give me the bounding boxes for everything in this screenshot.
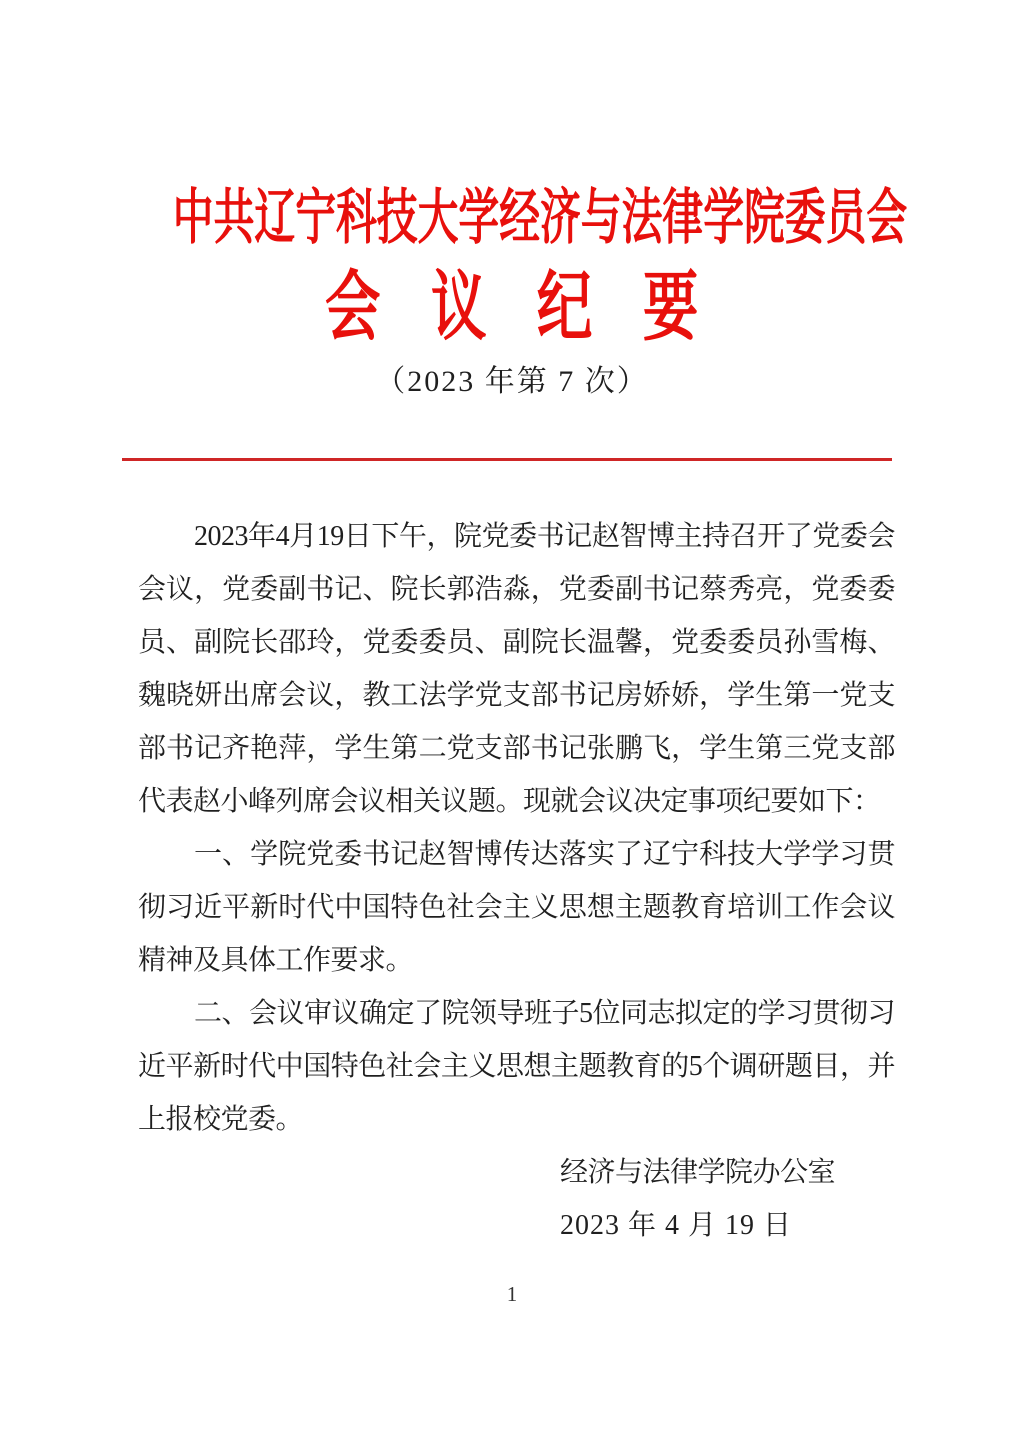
paragraph-item-1: 一、学院党委书记赵智博传达落实了辽宁科技大学学习贯彻习近平新时代中国特色社会主义思想主题教育培训工作会议精神及具体工作要求。 <box>138 839 895 976</box>
letterhead-org-title <box>0 178 1024 258</box>
session-number-label: （2023 年第 7 次） <box>375 365 649 398</box>
letterhead-divider-rule <box>122 458 892 461</box>
paragraph-item-2: 二、会议审议确定了院领导班子5位同志拟定的学习贯彻习近平新时代中国特色社会主义思想主题教育的5个调研题目，并上报校党委。 <box>138 998 896 1135</box>
signature-office: 经济与法律学院办公室 <box>559 1157 835 1188</box>
page-number: 1 <box>506 1282 518 1306</box>
document-title-text: 会 议 纪 要 <box>325 265 717 350</box>
letterhead-org-title-text: 中共辽宁科技大学经济与法律学院委员会 <box>172 184 908 251</box>
paragraph-intro: 2023年4月19日下午，院党委书记赵智博主持召开了党委会会议，党委副书记、院长郭浩淼，党委副书记蔡秀亮，党委委员、副院长邵玲，党委委员、副院长温馨，党委委员孙雪梅、魏晓妍出席会议，教工法学党支部书记房娇娇，学生第一党支部书记齐艳萍，学生第二党支部书记张鹏飞，学生第三党支部代表赵小峰列席会议相关议题。现就会议决定事项纪要如下： <box>138 521 895 817</box>
document-title <box>0 262 1024 354</box>
document-body <box>138 510 895 1252</box>
signature-date: 2023 年 4 月 19 日 <box>559 1210 792 1241</box>
